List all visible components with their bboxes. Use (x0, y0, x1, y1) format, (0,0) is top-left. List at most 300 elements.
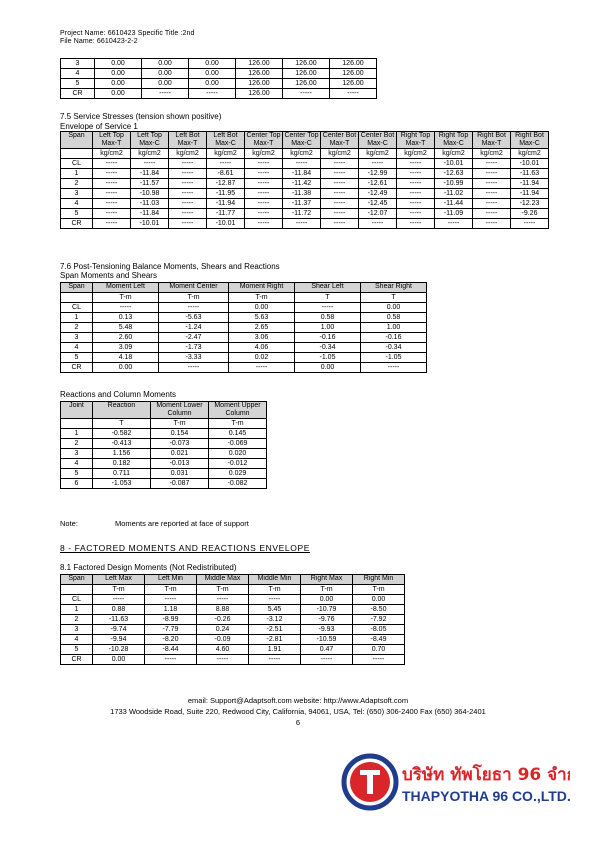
column-header: Right Min (353, 575, 405, 585)
table-cell: -0.069 (209, 439, 267, 449)
table-cell: -2.47 (159, 333, 229, 343)
table-cell: -12.63 (435, 169, 473, 179)
table-cell: 5.45 (249, 605, 301, 615)
table-row (61, 169, 549, 179)
table-cell: -11.94 (511, 189, 549, 199)
table-cell: -11.44 (435, 199, 473, 209)
project-name: Project Name: 6610423 Specific Title :2nd (60, 30, 195, 37)
table-row (61, 595, 405, 605)
unit-cell: T-m (159, 293, 229, 303)
table-cell: -2.81 (249, 635, 301, 645)
unit-cell: T-m (93, 585, 145, 595)
table-cell: -11.02 (435, 189, 473, 199)
table-cell: -10.79 (301, 605, 353, 615)
table-cell: 0.00 (295, 363, 361, 373)
table-cell: -5.63 (159, 313, 229, 323)
table-cell: ----- (397, 209, 435, 219)
table-cell: ----- (169, 179, 207, 189)
table-cell: 1.00 (361, 323, 427, 333)
row-label: CL (61, 159, 93, 169)
table-cell: -1.05 (361, 353, 427, 363)
table-cell: -10.28 (93, 645, 145, 655)
table-cell: ----- (473, 199, 511, 209)
column-header: Moment Right (229, 283, 295, 293)
table-cell: ----- (249, 595, 301, 605)
row-label: CR (61, 655, 93, 665)
unit-cell: T (361, 293, 427, 303)
header-row (61, 283, 427, 293)
table-cell: ----- (249, 655, 301, 665)
row-label: 3 (61, 449, 93, 459)
column-header: Middle Min (249, 575, 301, 585)
unit-cell: T-m (209, 419, 267, 429)
row-label: 2 (61, 179, 93, 189)
unit-cell: T-m (93, 293, 159, 303)
table-cell: ----- (245, 209, 283, 219)
row-label: 1 (61, 605, 93, 615)
table-cell: ----- (397, 219, 435, 229)
table-cell: ----- (93, 189, 131, 199)
table-cell: 0.154 (151, 429, 209, 439)
table-row (61, 479, 267, 489)
table-cell: 5.48 (93, 323, 159, 333)
unit-cell (61, 419, 93, 429)
row-label: 4 (61, 343, 93, 353)
row-label: 4 (61, 199, 93, 209)
header-row (61, 132, 549, 149)
table-cell: ----- (473, 169, 511, 179)
table-cell: 126.00 (236, 59, 283, 69)
header-row (61, 402, 267, 419)
table-cell: ----- (321, 219, 359, 229)
row-label: CR (61, 363, 93, 373)
row-label: 4 (61, 635, 93, 645)
table-cell: 1.156 (93, 449, 151, 459)
table-cell: ----- (397, 199, 435, 209)
table-row (61, 655, 405, 665)
table-cell: -8.61 (207, 169, 245, 179)
table-cell: ----- (295, 303, 361, 313)
table-cell: 0.58 (361, 313, 427, 323)
table-cell: 0.145 (209, 429, 267, 439)
table-cell: 0.00 (229, 303, 295, 313)
table-row (61, 635, 405, 645)
column-header: Moment Center (159, 283, 229, 293)
section-8-title: 8 - FACTORED MOMENTS AND REACTIONS ENVELOPE (60, 543, 310, 553)
column-header: Left Top Max-T (93, 132, 131, 149)
column-header: Center Bot Max-T (321, 132, 359, 149)
table-cell: ----- (473, 209, 511, 219)
table-cell: 3.09 (93, 343, 159, 353)
table-cell: 0.00 (95, 69, 142, 79)
unit-cell (61, 149, 93, 159)
unit-cell: T-m (249, 585, 301, 595)
factored-subtitle: 8.1 Factored Design Moments (Not Redistributed) (60, 563, 237, 572)
table-cell: 126.00 (330, 79, 377, 89)
row-label: 1 (61, 429, 93, 439)
table-cell: ----- (321, 199, 359, 209)
table-cell: 2.65 (229, 323, 295, 333)
table-cell: -10.01 (207, 219, 245, 229)
table-cell: 2.60 (93, 333, 159, 343)
unit-cell: T-m (145, 585, 197, 595)
table-cell: ----- (145, 655, 197, 665)
table-cell: 0.00 (301, 595, 353, 605)
table-cell: -12.45 (359, 199, 397, 209)
table-cell: -0.34 (361, 343, 427, 353)
table-row (61, 313, 427, 323)
table-cell: -1.053 (93, 479, 151, 489)
table-cell: 5.63 (229, 313, 295, 323)
unit-cell: kg/cm2 (473, 149, 511, 159)
table-cell: ----- (93, 595, 145, 605)
table-cell: 4.06 (229, 343, 295, 353)
table-cell: ----- (145, 595, 197, 605)
factored-table (60, 574, 405, 665)
unit-cell: kg/cm2 (321, 149, 359, 159)
table-cell: ----- (283, 159, 321, 169)
units-row (61, 585, 405, 595)
logo-english-name: THAPYOTHA 96 CO.,LTD. (402, 788, 570, 804)
table-cell: -12.23 (511, 199, 549, 209)
unit-cell: T-m (301, 585, 353, 595)
column-header: Span (61, 575, 93, 585)
table-cell: 4.18 (93, 353, 159, 363)
table-cell: 0.031 (151, 469, 209, 479)
table-row (61, 219, 549, 229)
table-cell: -0.09 (197, 635, 249, 645)
table-cell: ----- (473, 179, 511, 189)
table-cell: 0.00 (353, 595, 405, 605)
table-cell: 0.182 (93, 459, 151, 469)
table-cell: 126.00 (283, 69, 330, 79)
table-cell: 0.00 (93, 655, 145, 665)
table-row (61, 303, 427, 313)
table-cell: 126.00 (236, 79, 283, 89)
table-row (61, 79, 377, 89)
table-cell: -0.413 (93, 439, 151, 449)
column-header: Center Top Max-C (284, 132, 319, 147)
table-cell: ----- (245, 169, 283, 179)
column-header: Left Top Max-C (131, 132, 169, 149)
row-label: 3 (61, 333, 93, 343)
table-cell: ----- (169, 219, 207, 229)
table-cell: -3.12 (249, 615, 301, 625)
units-row (61, 149, 549, 159)
table-row (61, 69, 377, 79)
table-cell: ----- (169, 159, 207, 169)
table-cell: -11.03 (131, 199, 169, 209)
column-header: Span (61, 283, 93, 293)
table-row (61, 645, 405, 655)
table-cell: ----- (321, 159, 359, 169)
service-stresses-table (60, 131, 549, 229)
header-row (61, 575, 405, 585)
column-header: Shear Right (361, 283, 427, 293)
column-header: Span (61, 132, 93, 149)
table-cell: 0.00 (93, 363, 159, 373)
row-label: 5 (61, 209, 93, 219)
table-cell: 0.00 (95, 89, 142, 99)
column-header: Right Top Max-C (435, 132, 473, 149)
table-cell: 0.13 (93, 313, 159, 323)
column-header: Moment Upper Column (209, 402, 267, 419)
table-cell: ----- (435, 219, 473, 229)
column-header: Middle Max (197, 575, 249, 585)
table-cell: -0.16 (361, 333, 427, 343)
table-cell: ----- (321, 169, 359, 179)
table-cell: 0.00 (189, 59, 236, 69)
row-label: CL (61, 595, 93, 605)
table-cell: ----- (353, 655, 405, 665)
table-row (61, 615, 405, 625)
table-cell: ----- (359, 159, 397, 169)
table-row (61, 363, 427, 373)
table-cell: -8.99 (145, 615, 197, 625)
table-cell: ----- (511, 219, 549, 229)
table-cell: -8.49 (353, 635, 405, 645)
footer-contact: email: Support@Adaptsoft.com website: http://www.Adaptsoft.com (187, 696, 409, 705)
table-cell: -0.013 (151, 459, 209, 469)
column-header: Left Min (145, 575, 197, 585)
unit-cell: kg/cm2 (207, 149, 245, 159)
table-cell: 0.00 (142, 79, 189, 89)
table-row (61, 449, 267, 459)
table-cell: 126.00 (283, 59, 330, 69)
row-label: 5 (61, 645, 93, 655)
row-label: 1 (61, 169, 93, 179)
table-cell: 0.00 (142, 69, 189, 79)
balance-subtitle: Span Moments and Shears (60, 271, 157, 280)
table-row (61, 459, 267, 469)
row-label: CR (61, 219, 93, 229)
table-cell: -10.99 (435, 179, 473, 189)
table-cell: ----- (359, 219, 397, 229)
unit-cell: kg/cm2 (93, 149, 131, 159)
table-cell: ----- (283, 219, 321, 229)
column-header: Moment Lower Column (151, 402, 209, 419)
table-row (61, 179, 549, 189)
table-cell: -10.01 (511, 159, 549, 169)
table-cell: -11.94 (207, 199, 245, 209)
table-cell: 126.00 (330, 69, 377, 79)
table-cell: ----- (397, 179, 435, 189)
table-cell: 1.18 (145, 605, 197, 615)
table-cell: 1.00 (295, 323, 361, 333)
table-cell: ----- (189, 89, 236, 99)
table-cell: -1.73 (159, 343, 229, 353)
table-cell: ----- (131, 159, 169, 169)
unit-cell: kg/cm2 (245, 149, 283, 159)
table-row (61, 199, 549, 209)
table-cell: ----- (169, 169, 207, 179)
table-cell: ----- (245, 159, 283, 169)
table-cell: ----- (93, 179, 131, 189)
table-cell: 0.58 (295, 313, 361, 323)
unit-cell: T (295, 293, 361, 303)
table-cell: -10.01 (131, 219, 169, 229)
table-cell: -11.37 (283, 199, 321, 209)
table-row (61, 429, 267, 439)
table-cell: 0.020 (209, 449, 267, 459)
table-cell: -0.082 (209, 479, 267, 489)
table-cell: -0.34 (295, 343, 361, 353)
table-cell: ----- (245, 179, 283, 189)
table-cell: -11.94 (511, 179, 549, 189)
table-cell: -11.84 (131, 169, 169, 179)
table-cell: ----- (93, 199, 131, 209)
column-header: Right Top Max-T (397, 132, 435, 149)
unit-cell: T-m (353, 585, 405, 595)
note-label: Note: (60, 519, 78, 528)
file-name: File Name: 6610423-2-2 (60, 38, 138, 45)
table-cell: ----- (473, 159, 511, 169)
table-cell: 126.00 (283, 79, 330, 89)
table-cell: 0.00 (189, 69, 236, 79)
table-cell: 4.60 (197, 645, 249, 655)
table-cell: -0.26 (197, 615, 249, 625)
table-cell: 126.00 (236, 69, 283, 79)
table-cell: 0.00 (95, 59, 142, 69)
table-cell: -10.01 (435, 159, 473, 169)
table-cell: ----- (330, 89, 377, 99)
table-cell: 0.00 (95, 79, 142, 89)
table-cell: -11.09 (435, 209, 473, 219)
row-label: 5 (61, 79, 95, 89)
table-cell: ----- (397, 159, 435, 169)
row-label: 5 (61, 353, 93, 363)
table-row (61, 439, 267, 449)
table-cell: -0.582 (93, 429, 151, 439)
table-cell: -12.61 (359, 179, 397, 189)
column-header: Left Bot Max-C (207, 132, 245, 149)
table-cell: -0.16 (295, 333, 361, 343)
unit-cell: T-m (151, 419, 209, 429)
table-cell: -8.20 (145, 635, 197, 645)
unit-cell: T (93, 419, 151, 429)
table-cell: ----- (197, 595, 249, 605)
reactions-subtitle: Reactions and Column Moments (60, 390, 177, 399)
table-row (61, 333, 427, 343)
unit-cell: kg/cm2 (359, 149, 397, 159)
logo-mark-icon (340, 752, 570, 812)
table-cell: 0.88 (93, 605, 145, 615)
table-cell: 3.06 (229, 333, 295, 343)
table-cell: ----- (361, 363, 427, 373)
unit-cell: kg/cm2 (131, 149, 169, 159)
row-label: 6 (61, 479, 93, 489)
unit-cell: kg/cm2 (169, 149, 207, 159)
unit-cell: kg/cm2 (511, 149, 549, 159)
table-cell: -9.26 (511, 209, 549, 219)
row-label: 3 (61, 625, 93, 635)
table-row (61, 209, 549, 219)
table-cell: -11.95 (207, 189, 245, 199)
unit-cell: kg/cm2 (435, 149, 473, 159)
table-cell: ----- (169, 189, 207, 199)
table-cell: -11.72 (283, 209, 321, 219)
row-label: 5 (61, 469, 93, 479)
table-cell: 126.00 (330, 59, 377, 69)
row-label: CL (61, 303, 93, 313)
row-label: 4 (61, 459, 93, 469)
table-cell: 0.021 (151, 449, 209, 459)
table-cell: -1.24 (159, 323, 229, 333)
table-cell: 0.00 (361, 303, 427, 313)
note-text: Moments are reported at face of support (115, 519, 249, 528)
table-row (61, 605, 405, 615)
table-cell: -12.99 (359, 169, 397, 179)
service-stresses-title: 7.5 Service Stresses (tension shown positive) (60, 112, 222, 121)
table-cell: 0.24 (197, 625, 249, 635)
table-cell: -0.087 (151, 479, 209, 489)
table-cell: -11.84 (283, 169, 321, 179)
table-cell: 0.029 (209, 469, 267, 479)
table-cell: -3.33 (159, 353, 229, 363)
table-cell: ----- (159, 303, 229, 313)
table-cell: -9.76 (301, 615, 353, 625)
column-header: Left Max (93, 575, 145, 585)
table-row (61, 89, 377, 99)
table-cell: 126.00 (236, 89, 283, 99)
table-cell: ----- (229, 363, 295, 373)
table-row (61, 159, 549, 169)
table-cell: 8.88 (197, 605, 249, 615)
table-cell: ----- (245, 199, 283, 209)
unit-cell: kg/cm2 (283, 149, 321, 159)
table-cell: 1.91 (249, 645, 301, 655)
table-cell: ----- (283, 89, 330, 99)
table-cell: ----- (169, 209, 207, 219)
row-label: 2 (61, 615, 93, 625)
table-row (61, 625, 405, 635)
footer-address: 1733 Woodside Road, Suite 220, Redwood City, California, 94061, USA, Tel: (650) 306-2400 Fax (650) 364-2401 (110, 707, 486, 716)
table-cell: 0.00 (189, 79, 236, 89)
column-header: Reaction (93, 402, 151, 419)
table-cell: ----- (321, 189, 359, 199)
company-logo (340, 752, 570, 812)
table-cell: 0.47 (301, 645, 353, 655)
unit-cell (61, 293, 93, 303)
table-cell: ----- (245, 219, 283, 229)
service-envelope-subtitle: Envelope of Service 1 (60, 122, 138, 131)
column-header: Shear Left (295, 283, 361, 293)
table-cell: -2.51 (249, 625, 301, 635)
table-cell: -9.74 (93, 625, 145, 635)
table-cell: -11.77 (207, 209, 245, 219)
column-header: Center Top Max-T (246, 132, 281, 147)
table-row (61, 323, 427, 333)
column-header: Moment Left (93, 283, 159, 293)
table-cell: -11.57 (131, 179, 169, 189)
table-cell: 0.02 (229, 353, 295, 363)
column-header: Right Bot Max-C (511, 132, 549, 149)
table-cell: -12.87 (207, 179, 245, 189)
column-header: Right Max (301, 575, 353, 585)
table-cell: ----- (397, 169, 435, 179)
table-cell: -11.63 (93, 615, 145, 625)
table-cell: ----- (473, 189, 511, 199)
row-label: 2 (61, 439, 93, 449)
table-cell: ----- (301, 655, 353, 665)
table-cell: -7.79 (145, 625, 197, 635)
table-cell: -0.073 (151, 439, 209, 449)
row-label: 2 (61, 323, 93, 333)
row-label: CR (61, 89, 95, 99)
table-cell: -11.42 (283, 179, 321, 189)
table-cell: ----- (93, 209, 131, 219)
table-cell: ----- (321, 179, 359, 189)
